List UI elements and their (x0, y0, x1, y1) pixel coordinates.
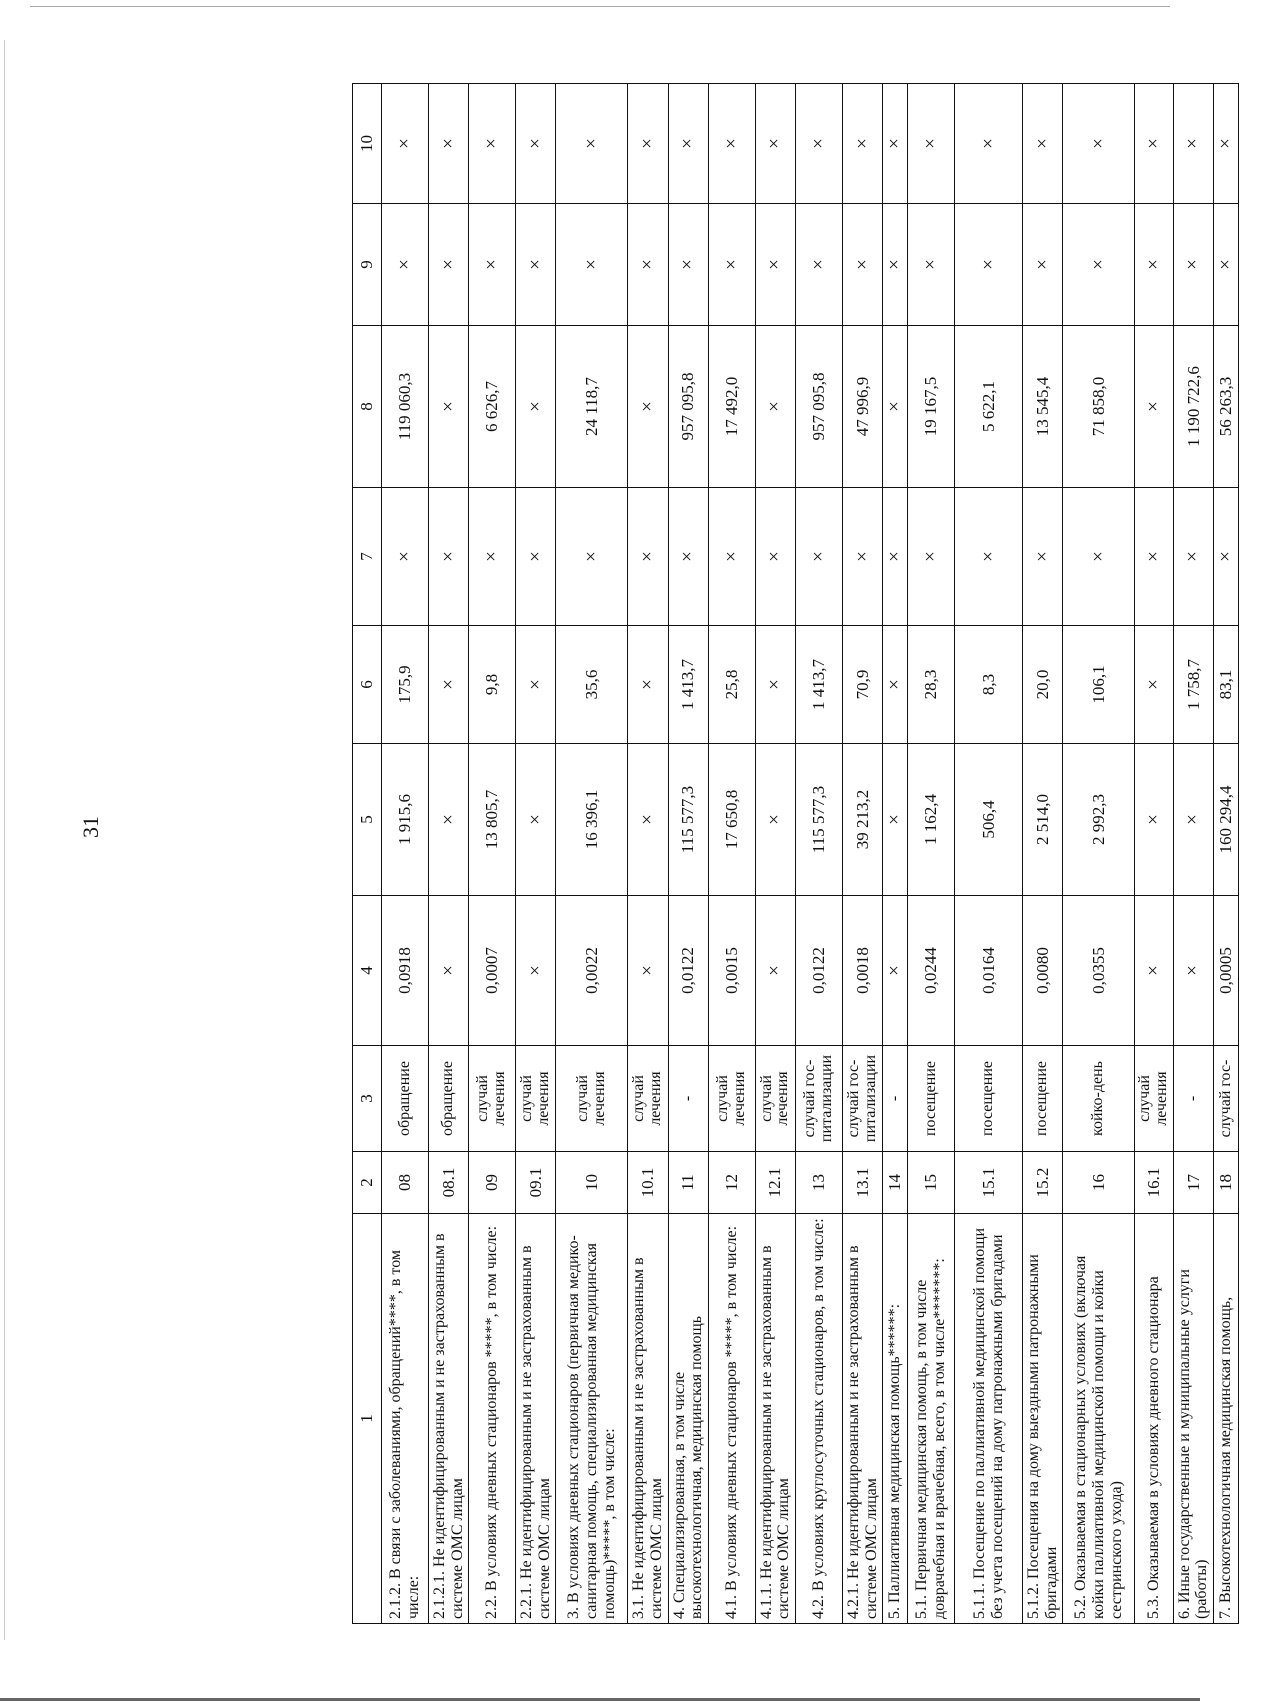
cell-cost-total: × (1173, 84, 1213, 204)
cell-norm-volume: × (1135, 896, 1174, 1046)
cell-row-code: 12 (708, 1152, 755, 1214)
cell-cost-total: × (1135, 84, 1174, 204)
cell-row-code: 08 (382, 1152, 429, 1214)
cell-per-capita-budget: × (883, 626, 908, 744)
cell-cost-budget: × (516, 326, 556, 488)
column-header-2: 2 (353, 1152, 382, 1214)
cell-row-code: 16.1 (1135, 1152, 1174, 1214)
cell-per-capita-oms: × (516, 488, 556, 626)
cell-norm-volume: × (755, 896, 795, 1046)
cell-per-capita-oms: × (908, 488, 955, 626)
cell-per-capita-budget: × (516, 626, 556, 744)
column-header-4: 4 (353, 896, 382, 1046)
cell-per-capita-oms: × (1173, 488, 1213, 626)
cell-cost-budget: × (755, 326, 795, 488)
cell-norm-cost: 17 650,8 (708, 744, 755, 896)
cell-row-code: 18 (1214, 1152, 1239, 1214)
cell-per-capita-oms: × (842, 488, 882, 626)
cell-row-name: 5.2. Оказываемая в стационарных условиях (включая койки паллиативной медицинской помощи и койки сестринского ухода) (1063, 1214, 1135, 1624)
cell-unit: - (1173, 1046, 1213, 1152)
cell-cost-oms: × (429, 204, 469, 326)
cell-cost-total: × (908, 84, 955, 204)
cell-row-code: 14 (883, 1152, 908, 1214)
cell-row-code: 12.1 (755, 1152, 795, 1214)
cell-unit: случай лечения (628, 1046, 668, 1152)
cell-row-code: 11 (668, 1152, 708, 1214)
cell-cost-budget: 957 095,8 (668, 326, 708, 488)
cell-norm-volume: × (628, 896, 668, 1046)
cell-row-name: 4.2.1. Не идентифицированным и не застрахованным в системе ОМС лицам (842, 1214, 882, 1624)
cell-cost-total: × (842, 84, 882, 204)
cell-cost-budget: 47 996,9 (842, 326, 882, 488)
cell-per-capita-budget: 83,1 (1214, 626, 1239, 744)
cell-row-name: 3.1. Не идентифицированным и не застрахованным в системе ОМС лицам (628, 1214, 668, 1624)
cell-cost-oms: × (1023, 204, 1063, 326)
cell-cost-oms: × (556, 204, 628, 326)
cell-cost-budget: 119 060,3 (382, 326, 429, 488)
cell-cost-oms: × (1173, 204, 1213, 326)
cell-per-capita-oms: × (556, 488, 628, 626)
table-row (908, 84, 955, 1624)
cell-per-capita-budget: × (1135, 626, 1174, 744)
rotated-table-wrapper (352, 84, 1279, 1624)
cell-per-capita-oms: × (1063, 488, 1135, 626)
cell-unit: случай лечения (708, 1046, 755, 1152)
cell-norm-volume: × (429, 896, 469, 1046)
cell-cost-total: × (668, 84, 708, 204)
cell-norm-volume: 0,0918 (382, 896, 429, 1046)
cell-cost-budget: 56 263,3 (1214, 326, 1239, 488)
cell-per-capita-budget: × (429, 626, 469, 744)
column-header-3: 3 (353, 1046, 382, 1152)
table-row (755, 84, 795, 1624)
cell-cost-total: × (1023, 84, 1063, 204)
cell-row-name: 7. Высокотехнологичная медицинская помощь, (1214, 1214, 1239, 1624)
cell-per-capita-oms: × (628, 488, 668, 626)
table-row (842, 84, 882, 1624)
cell-per-capita-oms: × (1135, 488, 1174, 626)
cell-norm-volume: × (1173, 896, 1213, 1046)
table-row (1214, 84, 1239, 1624)
cell-cost-oms: × (1214, 204, 1239, 326)
cell-norm-volume: 0,0007 (469, 896, 516, 1046)
cell-row-name: 5.1. Первичная медицинская помощь, в том числе доврачебная и врачебная, всего, в том числе*******: (908, 1214, 955, 1624)
column-header-10: 10 (353, 84, 382, 204)
cell-cost-oms: × (516, 204, 556, 326)
cell-row-name: 2.1.2. В связи с заболеваниями, обращений****, в том числе: (382, 1214, 429, 1624)
cell-row-code: 09.1 (516, 1152, 556, 1214)
cell-unit: случай лечения (469, 1046, 516, 1152)
cell-row-code: 09 (469, 1152, 516, 1214)
column-header-1: 1 (353, 1214, 382, 1624)
cell-norm-cost: 115 577,3 (668, 744, 708, 896)
cell-unit: посещение (955, 1046, 1023, 1152)
cell-cost-budget: 24 118,7 (556, 326, 628, 488)
cell-row-code: 15.1 (955, 1152, 1023, 1214)
cell-norm-cost: × (516, 744, 556, 896)
cell-norm-volume: × (516, 896, 556, 1046)
cell-unit: случай гос-питализации (795, 1046, 842, 1152)
cell-row-name: 5.3. Оказываемая в условиях дневного стационара (1135, 1214, 1174, 1624)
cell-norm-cost: × (628, 744, 668, 896)
cell-norm-cost: 13 805,7 (469, 744, 516, 896)
cell-norm-volume: 0,0355 (1063, 896, 1135, 1046)
cell-norm-cost: × (883, 744, 908, 896)
table-row (469, 84, 516, 1624)
table-row (1063, 84, 1135, 1624)
cell-row-code: 08.1 (429, 1152, 469, 1214)
column-header-7: 7 (353, 488, 382, 626)
cell-norm-volume: × (883, 896, 908, 1046)
cell-per-capita-budget: 70,9 (842, 626, 882, 744)
cell-cost-oms: × (469, 204, 516, 326)
cell-unit: обращение (382, 1046, 429, 1152)
cell-per-capita-budget: × (628, 626, 668, 744)
cell-unit: случай гос-питализации (842, 1046, 882, 1152)
cell-norm-volume: 0,0005 (1214, 896, 1239, 1046)
cell-cost-oms: × (708, 204, 755, 326)
cell-cost-budget: 957 095,8 (795, 326, 842, 488)
cell-per-capita-budget: 25,8 (708, 626, 755, 744)
cell-unit: случай гос- (1214, 1046, 1239, 1152)
cell-row-name: 5. Паллиативная медицинская помощь******: (883, 1214, 908, 1624)
cell-norm-volume: 0,0015 (708, 896, 755, 1046)
cell-norm-volume: 0,0122 (795, 896, 842, 1046)
table-row (668, 84, 708, 1624)
page-bottom-rule (0, 1698, 1200, 1701)
cell-norm-cost: 115 577,3 (795, 744, 842, 896)
table-row (1135, 84, 1174, 1624)
cell-per-capita-oms: × (955, 488, 1023, 626)
cell-row-code: 15.2 (1023, 1152, 1063, 1214)
cell-unit: койко-день (1063, 1046, 1135, 1152)
cell-cost-budget: 5 622,1 (955, 326, 1023, 488)
cell-cost-total: × (708, 84, 755, 204)
cell-cost-oms: × (628, 204, 668, 326)
cell-row-name: 3. В условиях дневных стационаров (первичная медико-санитарная помощь, специализированная медицинская помощь)*****, в том числе: (556, 1214, 628, 1624)
cell-row-code: 16 (1063, 1152, 1135, 1214)
cell-cost-oms: × (795, 204, 842, 326)
table-row (1173, 84, 1213, 1624)
table-row (382, 84, 429, 1624)
cell-norm-cost: × (755, 744, 795, 896)
cell-row-code: 10.1 (628, 1152, 668, 1214)
cell-row-name: 5.1.1. Посещение по паллиативной медицинской помощи без учета посещений на дому патронажными бригадами (955, 1214, 1023, 1624)
cell-cost-total: × (469, 84, 516, 204)
cell-per-capita-budget: 1 413,7 (795, 626, 842, 744)
cell-row-code: 10 (556, 1152, 628, 1214)
cell-cost-budget: × (429, 326, 469, 488)
cell-cost-total: × (1214, 84, 1239, 204)
cell-cost-oms: × (1135, 204, 1174, 326)
cell-cost-total: × (1063, 84, 1135, 204)
cell-row-code: 13.1 (842, 1152, 882, 1214)
cell-cost-oms: × (382, 204, 429, 326)
page-top-rule (30, 6, 1170, 7)
cell-per-capita-budget: 28,3 (908, 626, 955, 744)
cell-cost-budget: × (883, 326, 908, 488)
cell-per-capita-oms: × (469, 488, 516, 626)
cell-per-capita-budget: 1 413,7 (668, 626, 708, 744)
cell-unit: - (668, 1046, 708, 1152)
cell-norm-cost: 16 396,1 (556, 744, 628, 896)
cell-per-capita-budget: 9,8 (469, 626, 516, 744)
table-row (516, 84, 556, 1624)
cell-norm-volume: 0,0022 (556, 896, 628, 1046)
cell-norm-cost: 1 915,6 (382, 744, 429, 896)
cell-cost-oms: × (668, 204, 708, 326)
table-row (955, 84, 1023, 1624)
cell-per-capita-budget: 1 758,7 (1173, 626, 1213, 744)
table-row (708, 84, 755, 1624)
cell-norm-volume: 0,0164 (955, 896, 1023, 1046)
cell-row-name: 5.1.2. Посещения на дому выездными патронажными бригадами (1023, 1214, 1063, 1624)
cell-norm-cost: × (429, 744, 469, 896)
cell-norm-volume: 0,0018 (842, 896, 882, 1046)
cell-row-name: 4.1. В условиях дневных стационаров *****, в том числе: (708, 1214, 755, 1624)
cell-unit: посещение (908, 1046, 955, 1152)
scan-left-edge (4, 40, 5, 1640)
table-row (628, 84, 668, 1624)
cell-row-code: 13 (795, 1152, 842, 1214)
cell-cost-total: × (795, 84, 842, 204)
cell-cost-budget: 17 492,0 (708, 326, 755, 488)
cell-cost-total: × (382, 84, 429, 204)
data-table (352, 83, 1239, 1624)
cell-cost-budget: 13 545,4 (1023, 326, 1063, 488)
cell-unit: - (883, 1046, 908, 1152)
cell-per-capita-oms: × (795, 488, 842, 626)
table-row (795, 84, 842, 1624)
cell-cost-oms: × (1063, 204, 1135, 326)
cell-per-capita-oms: × (708, 488, 755, 626)
cell-cost-total: × (755, 84, 795, 204)
cell-norm-volume: 0,0244 (908, 896, 955, 1046)
cell-cost-total: × (955, 84, 1023, 204)
cell-cost-total: × (883, 84, 908, 204)
cell-row-name: 4.1.1. Не идентифицированным и не застрахованным в системе ОМС лицам (755, 1214, 795, 1624)
cell-row-code: 17 (1173, 1152, 1213, 1214)
cell-norm-cost: 1 162,4 (908, 744, 955, 896)
cell-norm-cost: 2 514,0 (1023, 744, 1063, 896)
cell-per-capita-budget: × (755, 626, 795, 744)
cell-unit: случай лечения (755, 1046, 795, 1152)
header-row (353, 84, 382, 1624)
page-number: 31 (78, 816, 103, 838)
cell-per-capita-oms: × (883, 488, 908, 626)
column-header-6: 6 (353, 626, 382, 744)
cell-cost-budget: 1 190 722,6 (1173, 326, 1213, 488)
cell-cost-oms: × (883, 204, 908, 326)
cell-per-capita-oms: × (1023, 488, 1063, 626)
table-row (883, 84, 908, 1624)
cell-per-capita-oms: × (668, 488, 708, 626)
table-row (556, 84, 628, 1624)
column-header-9: 9 (353, 204, 382, 326)
cell-unit: случай лечения (516, 1046, 556, 1152)
cell-cost-budget: 6 626,7 (469, 326, 516, 488)
cell-cost-budget: 19 167,5 (908, 326, 955, 488)
cell-norm-volume: 0,0122 (668, 896, 708, 1046)
cell-norm-cost: 2 992,3 (1063, 744, 1135, 896)
cell-cost-total: × (516, 84, 556, 204)
cell-unit: посещение (1023, 1046, 1063, 1152)
cell-per-capita-budget: 175,9 (382, 626, 429, 744)
cell-row-name: 2.1.2.1. Не идентифицированным и не застрахованным в системе ОМС лицам (429, 1214, 469, 1624)
cell-cost-total: × (556, 84, 628, 204)
cell-cost-budget: × (1135, 326, 1174, 488)
cell-cost-budget: × (628, 326, 668, 488)
cell-norm-cost: 506,4 (955, 744, 1023, 896)
cell-row-name: 2.2. В условиях дневных стационаров *****, в том числе: (469, 1214, 516, 1624)
cell-norm-cost: 160 294,4 (1214, 744, 1239, 896)
cell-cost-oms: × (755, 204, 795, 326)
cell-per-capita-budget: 20,0 (1023, 626, 1063, 744)
column-header-8: 8 (353, 326, 382, 488)
cell-norm-volume: 0,0080 (1023, 896, 1063, 1046)
cell-row-name: 4.2. В условиях круглосуточных стационаров, в том числе: (795, 1214, 842, 1624)
cell-row-name: 6. Иные государственные и муниципальные услуги (работы) (1173, 1214, 1213, 1624)
cell-per-capita-budget: 35,6 (556, 626, 628, 744)
cell-norm-cost: × (1135, 744, 1174, 896)
cell-cost-oms: × (842, 204, 882, 326)
cell-per-capita-oms: × (1214, 488, 1239, 626)
cell-per-capita-oms: × (429, 488, 469, 626)
cell-unit: случай лечения (1135, 1046, 1174, 1152)
cell-per-capita-budget: 8,3 (955, 626, 1023, 744)
cell-cost-budget: 71 858,0 (1063, 326, 1135, 488)
cell-row-code: 15 (908, 1152, 955, 1214)
cell-unit: случай лечения (556, 1046, 628, 1152)
cell-cost-oms: × (908, 204, 955, 326)
cell-cost-total: × (628, 84, 668, 204)
cell-norm-cost: × (1173, 744, 1213, 896)
cell-cost-total: × (429, 84, 469, 204)
cell-row-name: 2.2.1. Не идентифицированным и не застрахованным в системе ОМС лицам (516, 1214, 556, 1624)
cell-cost-oms: × (955, 204, 1023, 326)
cell-unit: обращение (429, 1046, 469, 1152)
cell-per-capita-oms: × (755, 488, 795, 626)
table-row (1023, 84, 1063, 1624)
cell-per-capita-oms: × (382, 488, 429, 626)
cell-row-name: 4. Специализированная, в том числе высокотехнологичная, медицинская помощь (668, 1214, 708, 1624)
table-row (429, 84, 469, 1624)
cell-per-capita-budget: 106,1 (1063, 626, 1135, 744)
cell-norm-cost: 39 213,2 (842, 744, 882, 896)
column-header-5: 5 (353, 744, 382, 896)
